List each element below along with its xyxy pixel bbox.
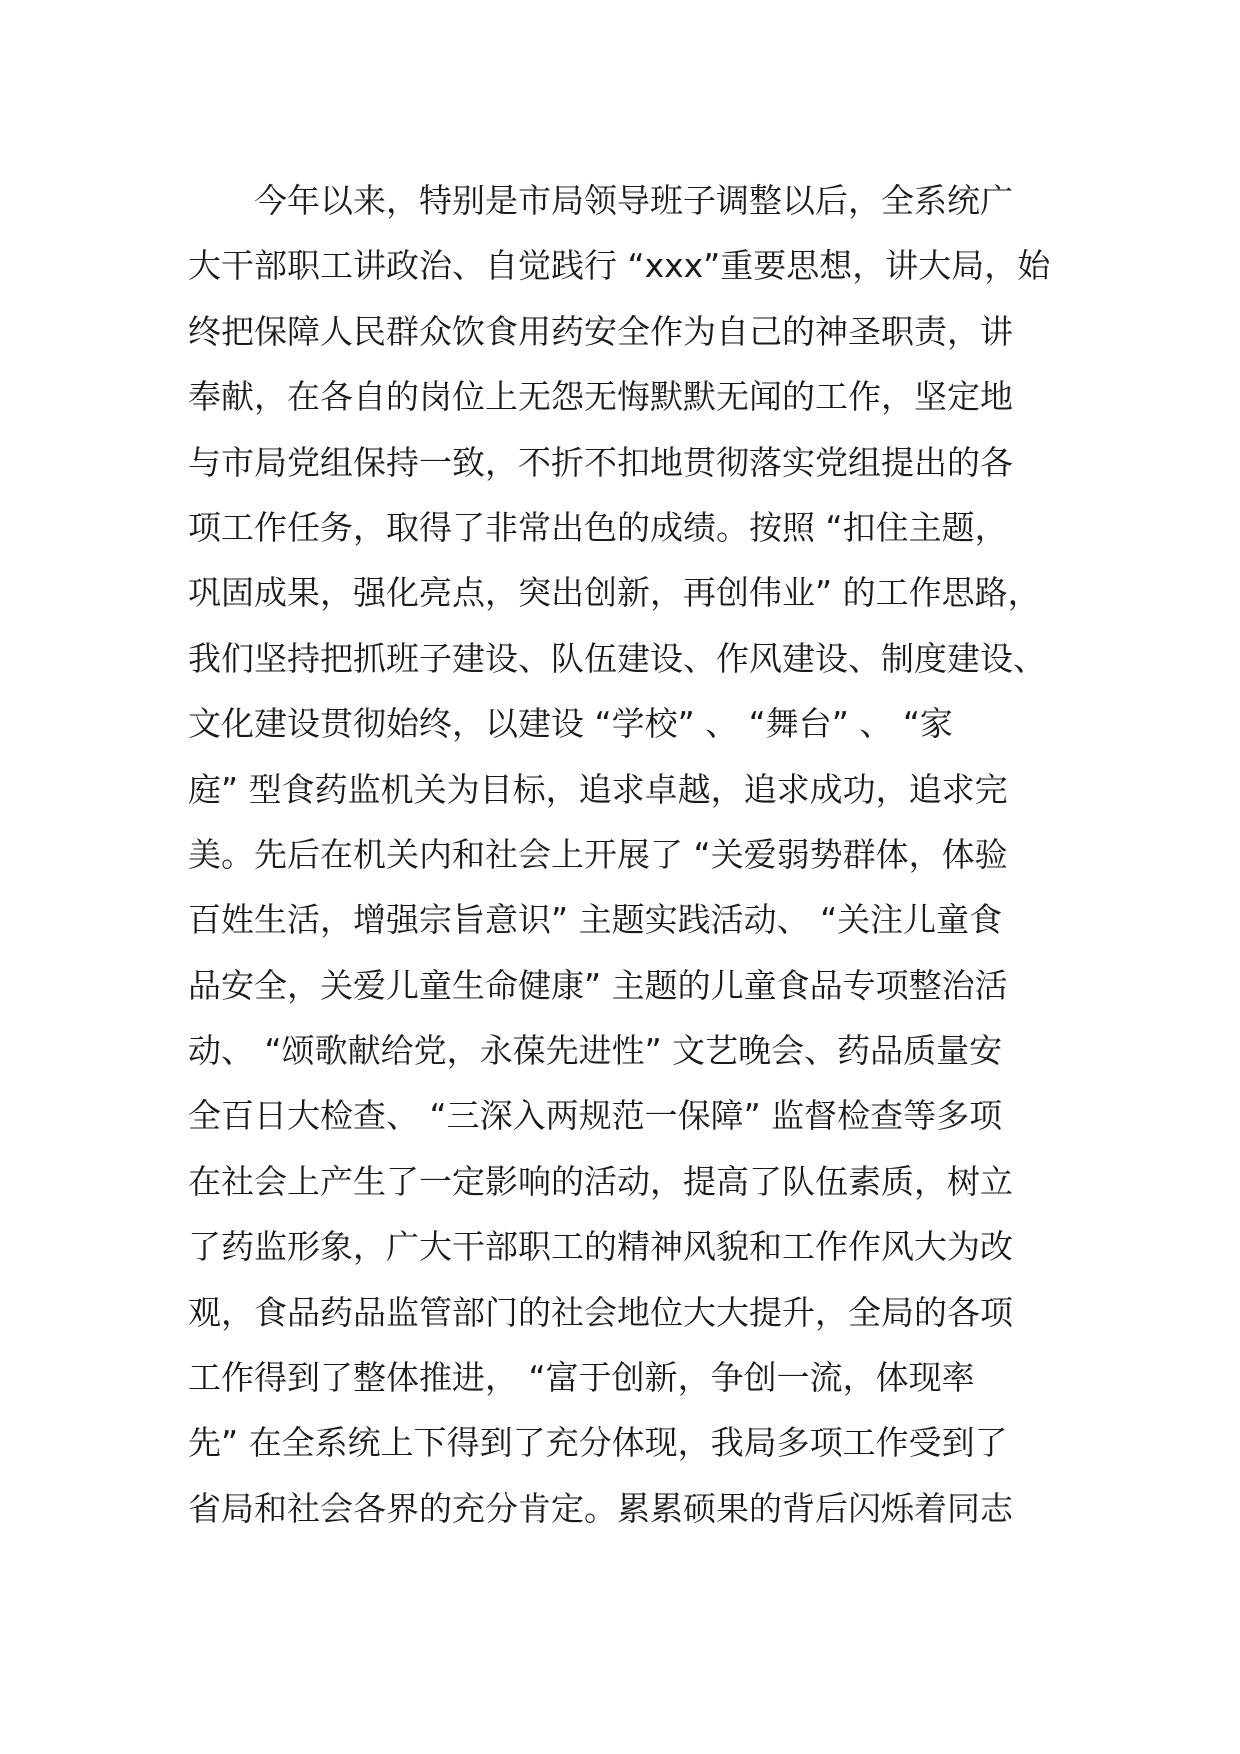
paragraph-line: 我们坚持把抓班子建设、队伍建设、作风建设、制度建设、 (188, 638, 1046, 678)
paragraph-line: 大干部职工讲政治、自觉践行 “xxx”重要思想，讲大局，始 (188, 246, 1051, 286)
paragraph-line: 观，食品药品监管部门的社会地位大大提升，全局的各项 (188, 1292, 1013, 1332)
paragraph-line: 今年以来，特别是市局领导班子调整以后，全系统广 (254, 181, 1013, 220)
body-paragraph (188, 168, 1058, 1541)
paragraph-line: 项工作任务，取得了非常出色的成绩。按照 “扣住主题， (188, 507, 1008, 547)
paragraph-line: 奉献，在各自的岗位上无怨无悔默默无闻的工作，坚定地 (188, 377, 1013, 417)
paragraph-line: 省局和社会各界的充分肯定。累累硕果的背后闪烁着同志 (188, 1488, 1013, 1528)
paragraph-line: 动、 “颂歌献给党，永葆先进性” 文艺晚会、药品质量安 (188, 1031, 1003, 1071)
paragraph-line: 终把保障人民群众饮食用药安全作为自己的神圣职责，讲 (188, 311, 1013, 351)
paragraph-line: 先” 在全系统上下得到了充分体现，我局多项工作受到了 (188, 1423, 1008, 1463)
paragraph-line: 全百日大检查、 “三深入两规范一保障” 监督检查等多项 (188, 1096, 1003, 1136)
paragraph-line: 百姓生活，增强宗旨意识” 主题实践活动、 “关注儿童食 (188, 900, 1003, 940)
paragraph-line: 品安全，关爱儿童生命健康” 主题的儿童食品专项整治活 (188, 965, 1008, 1005)
paragraph-line: 文化建设贯彻始终，以建设 “学校” 、 “舞台” 、 “家 (188, 704, 953, 744)
paragraph-line: 与市局党组保持一致，不折不扣地贯彻落实党组提出的各 (188, 442, 1013, 482)
paragraph-line: 在社会上产生了一定影响的活动，提高了队伍素质，树立 (188, 1161, 1013, 1201)
paragraph-line: 巩固成果，强化亮点，突出创新，再创伟业” 的工作思路， (188, 573, 1041, 613)
paragraph-line: 美。先后在机关内和社会上开展了 “关爱弱势群体，体验 (188, 834, 1008, 874)
paragraph-line: 工作得到了整体推进， “富于创新，争创一流，体现率 (188, 1358, 975, 1398)
paragraph-line: 庭” 型食药监机关为目标，追求卓越，追求成功，追求完 (188, 769, 1008, 809)
paragraph-line: 了药监形象，广大干部职工的精神风貌和工作作风大为改 (188, 1227, 1013, 1267)
